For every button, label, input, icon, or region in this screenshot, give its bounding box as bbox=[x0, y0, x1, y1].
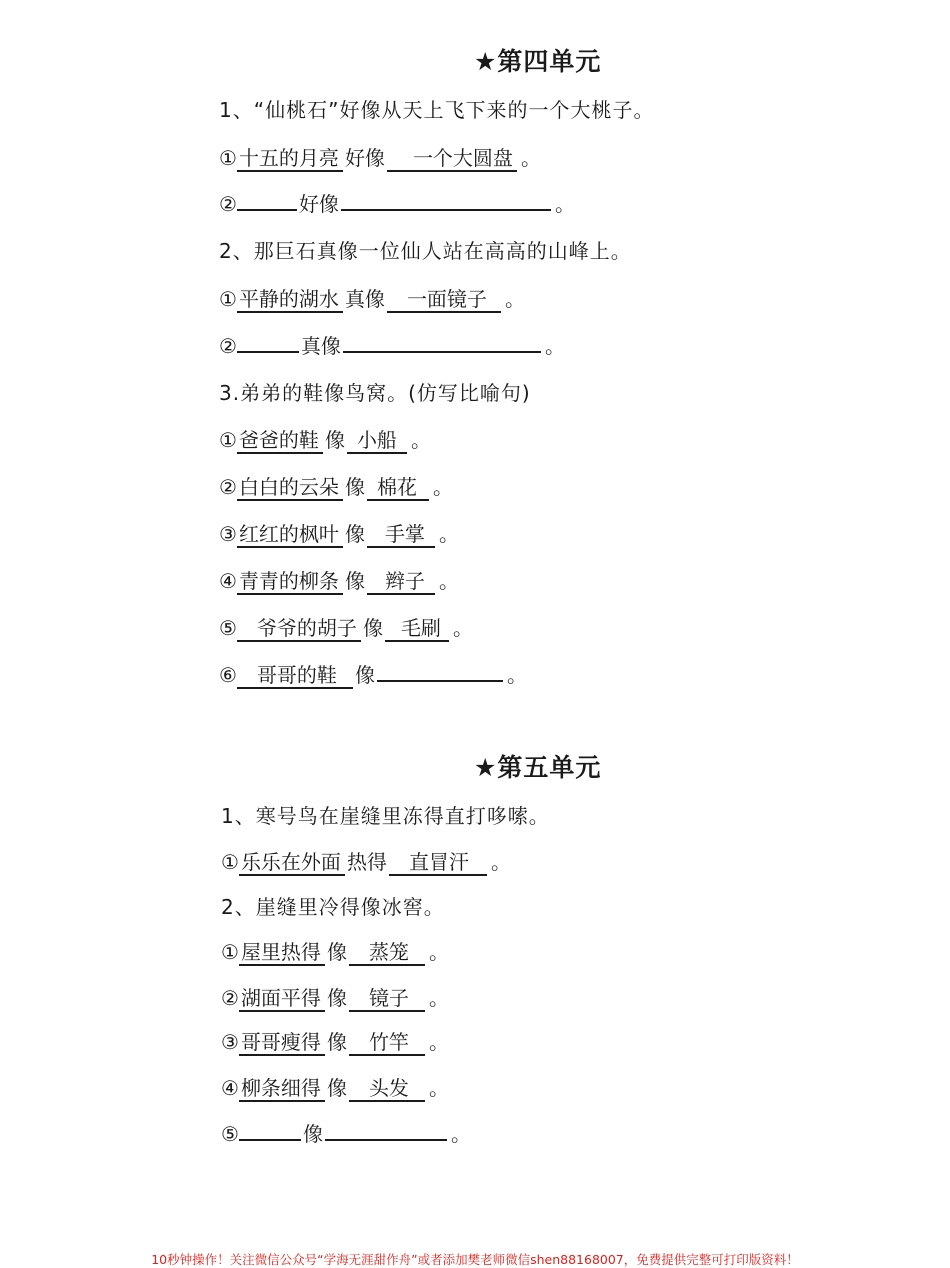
empty-blank[interactable] bbox=[239, 1119, 301, 1141]
comparison-word: 像 bbox=[302, 1122, 323, 1146]
unit4-question-2: 2、那巨石真像一位仙人站在高高的山峰上。 bbox=[219, 239, 632, 263]
filled-blank: 一个大圆盘 bbox=[387, 146, 517, 172]
sentence-end: 。 bbox=[438, 522, 459, 546]
comparison-word: 像 bbox=[326, 940, 347, 964]
filled-blank: 镜子 bbox=[349, 986, 425, 1012]
comparison-word: 像 bbox=[326, 1030, 347, 1054]
item-number: ① bbox=[219, 146, 237, 170]
sentence-end: 。 bbox=[544, 334, 565, 358]
item-number: ② bbox=[219, 192, 237, 216]
item-number: ② bbox=[219, 475, 237, 499]
comparison-word: 真像 bbox=[344, 287, 385, 311]
comparison-word: 好像 bbox=[298, 192, 339, 216]
filled-blank: 头发 bbox=[349, 1076, 425, 1102]
sentence-end: 。 bbox=[428, 940, 449, 964]
filled-blank: 小船 bbox=[347, 428, 407, 454]
unit4-question-3: 3.弟弟的鞋像鸟窝。(仿写比喻句) bbox=[219, 381, 531, 405]
filled-blank: 手掌 bbox=[367, 522, 435, 548]
item-number: ④ bbox=[221, 1076, 239, 1100]
sentence-end: 。 bbox=[554, 192, 575, 216]
filled-blank: 棉花 bbox=[367, 475, 429, 501]
filled-blank: 哥哥的鞋 bbox=[237, 663, 353, 689]
empty-blank[interactable] bbox=[343, 331, 541, 353]
filled-blank: 爸爸的鞋 bbox=[237, 428, 323, 454]
filled-blank: 红红的枫叶 bbox=[237, 522, 343, 548]
item-number: ③ bbox=[221, 1030, 239, 1054]
unit5-q2-item bbox=[221, 1026, 449, 1056]
comparison-word: 像 bbox=[326, 986, 347, 1010]
comparison-word: 像 bbox=[354, 663, 375, 687]
comparison-word: 像 bbox=[326, 1076, 347, 1100]
empty-blank[interactable] bbox=[341, 189, 551, 211]
item-number: ⑥ bbox=[219, 663, 237, 687]
filled-blank: 直冒汗 bbox=[389, 850, 487, 876]
sentence-end: 。 bbox=[410, 428, 431, 452]
sentence-end: 。 bbox=[452, 616, 473, 640]
item-number: ⑤ bbox=[219, 616, 237, 640]
comparison-word: 像 bbox=[344, 569, 365, 593]
unit5-q2-item bbox=[221, 1072, 449, 1102]
filled-blank: 青青的柳条 bbox=[237, 569, 343, 595]
unit4-q3-item bbox=[219, 612, 473, 642]
comparison-word: 像 bbox=[324, 428, 345, 452]
unit4-q3-item bbox=[219, 471, 453, 501]
filled-blank: 竹竿 bbox=[349, 1030, 425, 1056]
sentence-end: 。 bbox=[428, 986, 449, 1010]
filled-blank: 爷爷的胡子 bbox=[237, 616, 361, 642]
unit4-q1-answer-1 bbox=[219, 142, 541, 172]
unit5-title: ★第五单元 bbox=[474, 753, 602, 782]
filled-blank: 平静的湖水 bbox=[237, 287, 343, 313]
comparison-word: 像 bbox=[344, 522, 365, 546]
filled-blank: 蒸笼 bbox=[349, 940, 425, 966]
filled-blank: 辫子 bbox=[367, 569, 435, 595]
sentence-end: 。 bbox=[432, 475, 453, 499]
filled-blank: 屋里热得 bbox=[239, 940, 325, 966]
unit5-question-2: 2、崖缝里冷得像冰窖。 bbox=[221, 895, 445, 919]
item-number: ② bbox=[219, 334, 237, 358]
filled-blank: 一面镜子 bbox=[387, 287, 501, 313]
unit4-title: ★第四单元 bbox=[474, 47, 602, 76]
item-number: ① bbox=[219, 428, 237, 452]
filled-blank: 哥哥瘦得 bbox=[239, 1030, 325, 1056]
item-number: ③ bbox=[219, 522, 237, 546]
comparison-word: 真像 bbox=[300, 334, 341, 358]
filled-blank: 白白的云朵 bbox=[237, 475, 343, 501]
sentence-end: 。 bbox=[506, 663, 527, 687]
unit4-q3-item bbox=[219, 659, 527, 689]
comparison-word: 好像 bbox=[344, 146, 385, 170]
item-number: ② bbox=[221, 986, 239, 1010]
filled-blank: 乐乐在外面 bbox=[239, 850, 345, 876]
item-number: ① bbox=[219, 287, 237, 311]
sentence-end: 。 bbox=[490, 850, 511, 874]
item-number: ① bbox=[221, 850, 239, 874]
sentence-end: 。 bbox=[450, 1122, 471, 1146]
comparison-word: 像 bbox=[362, 616, 383, 640]
filled-blank: 毛刷 bbox=[385, 616, 449, 642]
unit4-q3-item bbox=[219, 518, 459, 548]
empty-blank[interactable] bbox=[237, 189, 297, 211]
unit5-q2-item bbox=[221, 936, 449, 966]
unit4-q3-item bbox=[219, 424, 431, 454]
sentence-end: 。 bbox=[428, 1076, 449, 1100]
sentence-end: 。 bbox=[504, 287, 525, 311]
item-number: ④ bbox=[219, 569, 237, 593]
empty-blank[interactable] bbox=[237, 331, 299, 353]
unit5-q1-answer-1 bbox=[221, 846, 511, 876]
comparison-word: 像 bbox=[344, 475, 365, 499]
unit4-q1-answer-2 bbox=[219, 188, 575, 217]
comparison-word: 热得 bbox=[346, 850, 387, 874]
sentence-end: 。 bbox=[520, 146, 541, 170]
unit4-question-1: 1、“仙桃石”好像从天上飞下来的一个大桃子。 bbox=[219, 98, 655, 122]
unit5-q2-item bbox=[221, 1118, 471, 1147]
item-number: ⑤ bbox=[221, 1122, 239, 1146]
unit5-question-1: 1、寒号鸟在崖缝里冻得直打哆嗦。 bbox=[221, 804, 550, 828]
unit4-q2-answer-2 bbox=[219, 330, 565, 359]
unit4-q3-item bbox=[219, 565, 459, 595]
promo-footer: 10秒钟操作！关注微信公众号“学海无涯甜作舟”或者添加樊老师微信shen88168007，免费提供完整可打印版资料！ bbox=[151, 1252, 799, 1267]
sentence-end: 。 bbox=[428, 1030, 449, 1054]
unit4-q2-answer-1 bbox=[219, 283, 525, 313]
unit5-q2-item bbox=[221, 982, 449, 1012]
empty-blank[interactable] bbox=[325, 1119, 447, 1141]
filled-blank: 湖面平得 bbox=[239, 986, 325, 1012]
sentence-end: 。 bbox=[438, 569, 459, 593]
item-number: ① bbox=[221, 940, 239, 964]
filled-blank: 柳条细得 bbox=[239, 1076, 325, 1102]
empty-blank[interactable] bbox=[377, 660, 503, 682]
filled-blank: 十五的月亮 bbox=[237, 146, 343, 172]
